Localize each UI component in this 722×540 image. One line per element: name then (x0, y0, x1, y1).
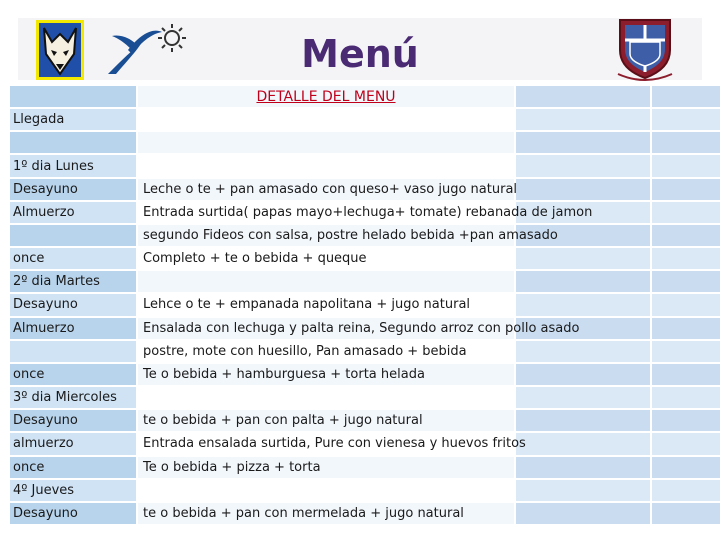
menu-day-meal-label: 2º dia Martes (9, 270, 137, 293)
spacer-cell (515, 456, 651, 479)
menu-row (9, 432, 721, 455)
menu-row (9, 247, 721, 270)
spacer-cell (515, 502, 651, 525)
menu-day-meal-label (9, 224, 137, 247)
spacer-cell (515, 409, 651, 432)
menu-day-meal-label: Almuerzo (9, 317, 137, 340)
menu-dish-cell (137, 340, 515, 363)
menu-dish-text: segundo Fideos con salsa, postre helado bebida +pan amasado (143, 228, 558, 244)
menu-header-row (9, 85, 721, 108)
spacer-cell (515, 432, 651, 455)
spacer-cell (515, 293, 651, 316)
spacer-cell (651, 85, 721, 108)
spacer-cell (515, 131, 651, 154)
menu-row (9, 386, 721, 409)
spacer-cell (651, 293, 721, 316)
menu-dish-cell (137, 409, 515, 432)
spacer-cell (651, 131, 721, 154)
menu-dish-cell (137, 108, 515, 131)
spacer-cell (515, 270, 651, 293)
menu-row (9, 154, 721, 177)
spacer-cell (515, 363, 651, 386)
menu-row (9, 293, 721, 316)
spacer-cell (515, 178, 651, 201)
menu-day-meal-label: once (9, 247, 137, 270)
menu-row (9, 409, 721, 432)
spacer-cell (651, 317, 721, 340)
spacer-cell (651, 502, 721, 525)
menu-dish-cell (137, 224, 558, 247)
menu-header-cell (137, 85, 515, 108)
spacer-cell (651, 201, 721, 224)
menu-row (9, 456, 721, 479)
menu-day-meal-label: Llegada (9, 108, 137, 131)
menu-dish-text: Te o bebida + hamburguesa + torta helada (143, 366, 425, 382)
menu-day-meal-label: 1º dia Lunes (9, 154, 137, 177)
wolf-crest-icon (36, 20, 84, 80)
spacer-cell (651, 432, 721, 455)
menu-dish-cell (137, 131, 515, 154)
menu-day-meal-label: 4º Jueves (9, 479, 137, 502)
menu-header: DETALLE DEL MENU (256, 88, 396, 105)
menu-dish-text: Entrada ensalada surtida, Pure con vienesa y huevos fritos (143, 436, 526, 452)
spacer-cell (515, 108, 651, 131)
menu-dish-text: te o bebida + pan con mermelada + jugo natural (143, 505, 464, 521)
menu-row (9, 178, 721, 201)
menu-dish-cell (137, 386, 515, 409)
spacer-cell (651, 154, 721, 177)
menu-row (9, 340, 721, 363)
menu-row (9, 108, 721, 131)
menu-dish-text: Ensalada con lechuga y palta reina, Segundo arroz con pollo asado (143, 320, 580, 336)
menu-dish-cell (137, 178, 518, 201)
school-shield-logo-icon (612, 16, 678, 82)
menu-dish-cell (137, 270, 515, 293)
spacer-cell (515, 479, 651, 502)
menu-dish-text: Te o bebida + pizza + torta (143, 459, 321, 475)
menu-table (8, 84, 722, 526)
spacer-cell (651, 270, 721, 293)
menu-dish-cell (137, 456, 515, 479)
menu-day-meal-label: Almuerzo (9, 201, 137, 224)
menu-dish-cell (137, 293, 515, 316)
spacer-cell (651, 456, 721, 479)
menu-dish-cell (137, 247, 515, 270)
menu-dish-cell (137, 432, 526, 455)
menu-day-meal-label: Desayuno (9, 178, 137, 201)
spacer-cell (651, 340, 721, 363)
spacer-cell (515, 85, 651, 108)
menu-day-meal-label: Desayuno (9, 293, 137, 316)
menu-row (9, 201, 721, 224)
menu-label-cell (9, 85, 137, 108)
menu-row (9, 363, 721, 386)
menu-day-meal-label (9, 340, 137, 363)
menu-day-meal-label (9, 131, 137, 154)
menu-dish-text: te o bebida + pan con palta + jugo natural (143, 413, 423, 429)
menu-day-meal-label: 3º dia Miercoles (9, 386, 137, 409)
spacer-cell (651, 386, 721, 409)
menu-day-meal-label: Desayuno (9, 502, 137, 525)
spacer-cell (651, 409, 721, 432)
menu-dish-cell (137, 363, 515, 386)
spacer-cell (651, 247, 721, 270)
menu-row (9, 502, 721, 525)
menu-dish-cell (137, 479, 515, 502)
spacer-cell (651, 178, 721, 201)
spacer-cell (515, 247, 651, 270)
menu-day-meal-label: Desayuno (9, 409, 137, 432)
spacer-cell (651, 479, 721, 502)
spacer-cell (515, 340, 651, 363)
menu-row (9, 270, 721, 293)
spacer-cell (651, 363, 721, 386)
spacer-cell (515, 154, 651, 177)
menu-dish-text: Completo + te o bebida + queque (143, 251, 367, 267)
menu-dish-cell (137, 154, 515, 177)
menu-day-meal-label: almuerzo (9, 432, 137, 455)
menu-dish-text: Entrada surtida( papas mayo+lechuga+ tomate) rebanada de jamon (143, 204, 593, 220)
spacer-cell (651, 108, 721, 131)
menu-row (9, 317, 721, 340)
menu-day-meal-label: once (9, 363, 137, 386)
menu-dish-text: Lehce o te + empanada napolitana + jugo natural (143, 297, 471, 313)
menu-dish-text: postre, mote con huesillo, Pan amasado + bebida (143, 343, 467, 359)
page-title: Menú (301, 32, 419, 76)
menu-row (9, 224, 721, 247)
swallow-sun-icon (106, 22, 186, 78)
spacer-cell (515, 386, 651, 409)
menu-dish-cell (137, 317, 580, 340)
menu-row (9, 479, 721, 502)
menu-dish-cell (137, 502, 515, 525)
menu-dish-cell (137, 201, 593, 224)
menu-dish-text: Leche o te + pan amasado con queso+ vaso jugo natural (143, 181, 518, 197)
spacer-cell (651, 224, 721, 247)
menu-day-meal-label: once (9, 456, 137, 479)
menu-row (9, 131, 721, 154)
